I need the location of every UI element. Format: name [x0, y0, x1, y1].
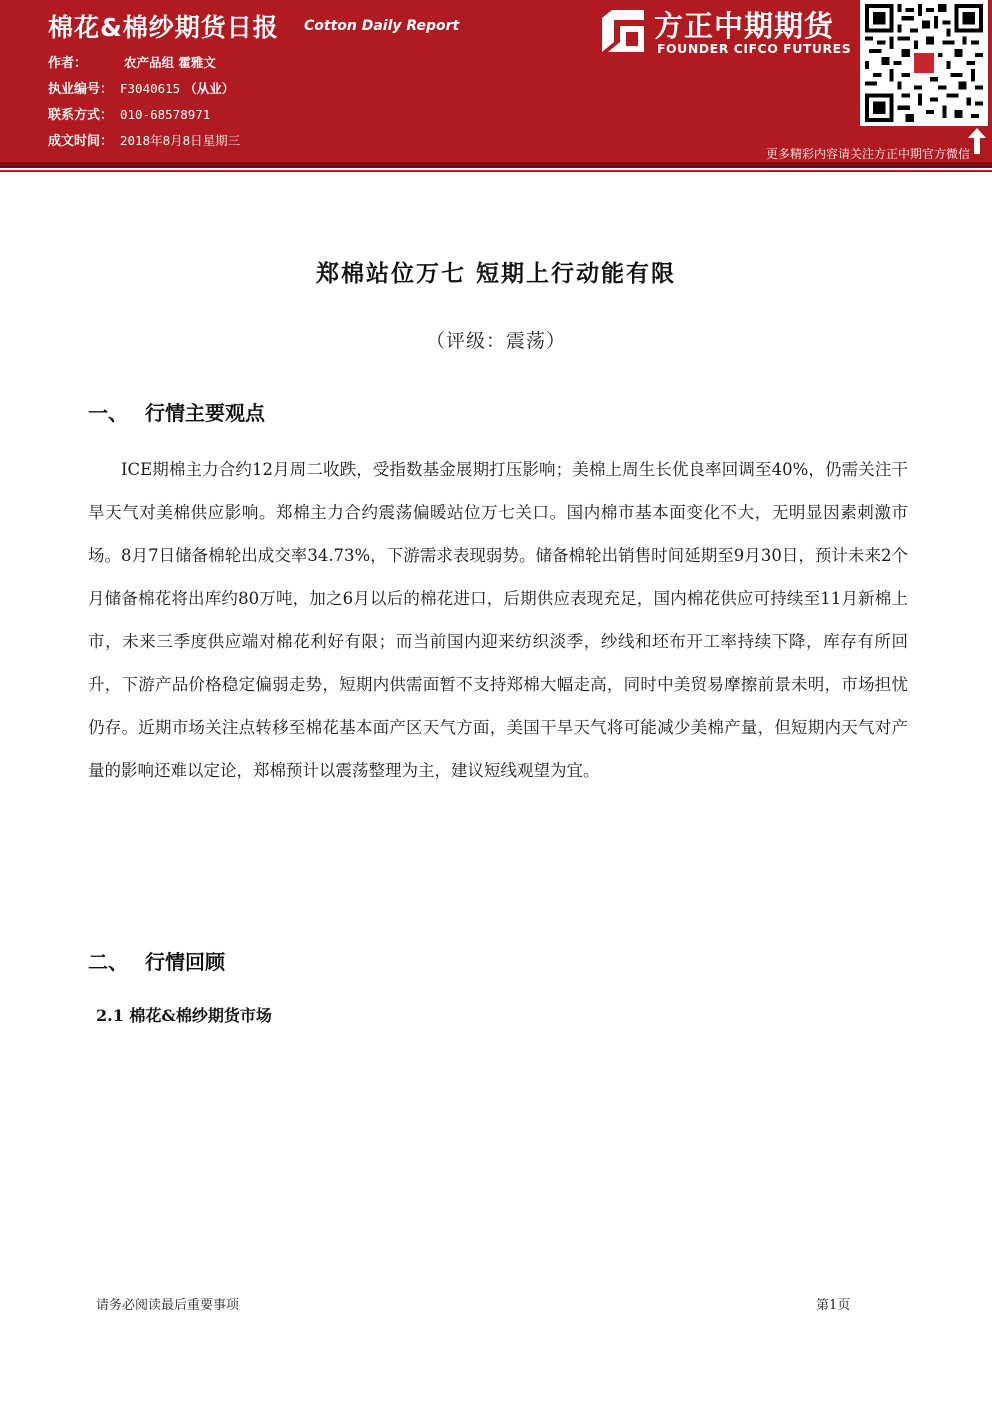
page-title: 郑棉站位万七 短期上行动能有限 [315, 260, 676, 287]
brand-name-cn: 方正中期期货 [654, 9, 835, 43]
section-number: 一、 [88, 401, 128, 425]
meta-date-key: 成文时间： [48, 134, 114, 149]
section-title: 行情主要观点 [145, 401, 265, 425]
report-title-en: Cotton Daily Report [304, 18, 460, 34]
meta-contact-key: 联系方式： [48, 108, 114, 123]
report-title: 棉花&棉纱期货日报 [48, 13, 279, 42]
meta-license-value: F3040615 [120, 81, 181, 96]
section-heading-2 [88, 946, 225, 975]
meta-license-key: 执业编号： [48, 82, 114, 97]
header-divider [0, 162, 992, 168]
section-title: 行情回顾 [145, 950, 225, 974]
qr-code[interactable] [860, 0, 988, 126]
meta-license [48, 80, 234, 99]
meta-license-extra: （从业） [184, 81, 235, 96]
follow-wechat-text: 更多精彩内容请关注方正中期官方微信 [765, 147, 970, 161]
page-number: 第1页 [816, 1298, 851, 1313]
footer-notice: 请务必阅读最后重要事项 [96, 1298, 240, 1313]
meta-author [48, 54, 216, 73]
main-paragraph: ICE期棉主力合约12月周二收跌，受指数基金展期打压影响；美棉上周生长优良率回调至40%，仍需关注干旱天气对美棉供应影响。郑棉主力合约震荡偏暖站位万七关口。国内棉市基本面变化不大，无明显因素刺激市场。8月7日储备棉轮出成交率34.73%，下游需求表现弱势。储备棉轮出销售时间延期至9月30日，预计未来2个月储备棉花将出库约80万吨，加之6月以后的棉花进口，后期供应表现充足，国内棉花供应可持续至11月新棉上市，未来三季度供应端对棉花利好有限；而当前国内迎来纺织淡季，纱线和坯布开工率持续下降，库存有所回升，下游产品价格稳定偏弱走势，短期内供需面暂不支持郑棉大幅走高，同时中美贸易摩擦前景未明，市场担忧仍存。近期市场关注点转移至棉花基本面产区天气方面，美国干旱天气将可能减少美棉产量，但短期内天气对产量的影响还难以定论，郑棉预计以震荡整理为主，建议短线观望为宜。 [88, 460, 908, 780]
sub-heading: 2.1 棉花&棉纱期货市场 [96, 1006, 272, 1025]
meta-contact-value: 010-68578971 [120, 107, 211, 122]
report-header [0, 0, 992, 162]
meta-author-value: 农产品组 霍雅文 [124, 55, 216, 70]
header-divider-thin [0, 170, 992, 172]
meta-contact [48, 106, 210, 125]
rating: （评级：震荡） [425, 330, 566, 352]
meta-date-value: 2018年8月8日星期三 [120, 133, 241, 148]
section-number: 二、 [88, 950, 128, 974]
meta-author-key: 作者： [48, 56, 88, 71]
section-heading-1 [88, 397, 265, 426]
up-arrow-icon [968, 128, 986, 154]
meta-date [48, 132, 240, 151]
brand-name-en: FOUNDER CIFCO FUTURES [657, 41, 852, 56]
founder-logo-icon [600, 8, 646, 54]
qr-code-icon [865, 4, 983, 122]
